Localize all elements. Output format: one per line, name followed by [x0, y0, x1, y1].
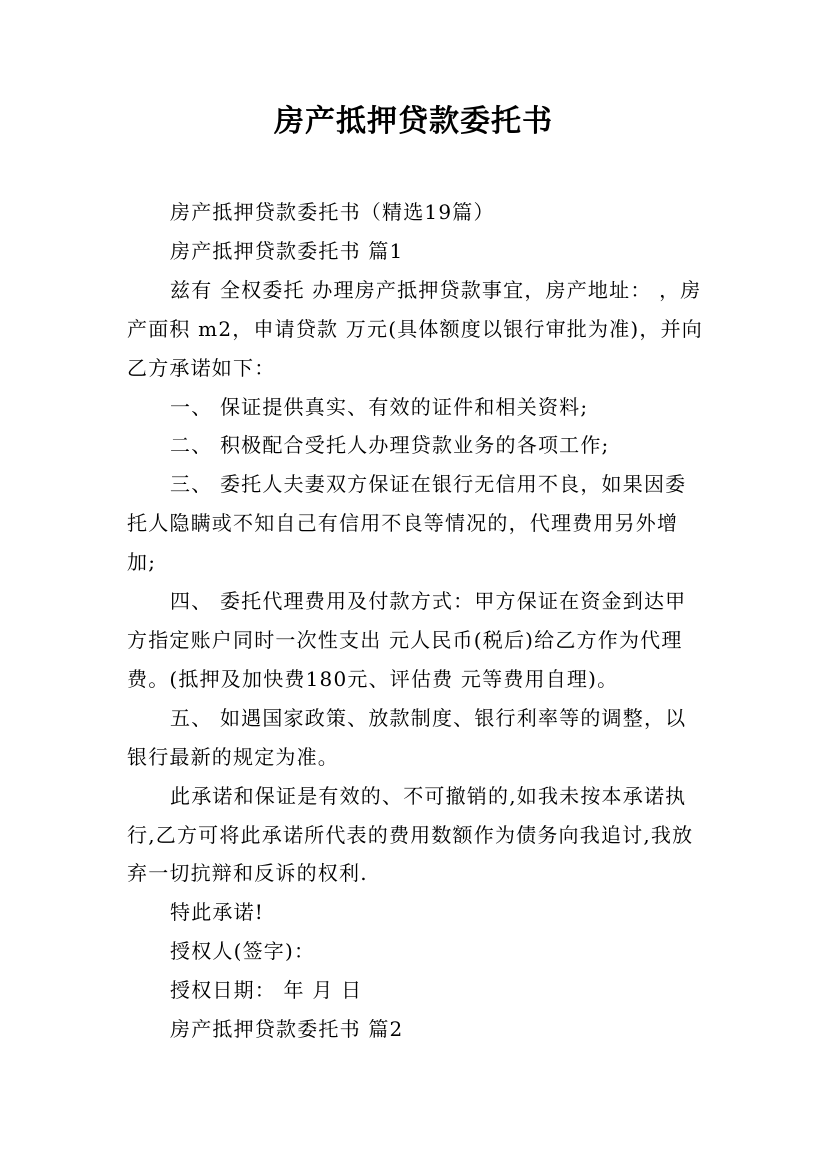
intro-paragraph: 兹有 全权委托 办理房产抵押贷款事宜，房产地址： ，房产面积 m2，申请贷款 万元(具体额度以银行审批为准)，并向乙方承诺如下：: [127, 277, 704, 380]
closing-line: 特此承诺!: [170, 900, 265, 925]
commitment-item: 三、 委托人夫妻双方保证在银行无信用不良，如果因委托人隐瞒或不知自己有信用不良等情况的，代理费用另外增加;: [127, 472, 687, 575]
document-title: 房产抵押贷款委托书: [274, 104, 553, 139]
signature-line: 授权人(签字)：: [170, 939, 316, 964]
document-subtitle: 房产抵押贷款委托书（精选19篇）: [170, 200, 495, 224]
commitment-item: 五、 如遇国家政策、放款制度、银行利率等的调整，以银行最新的规定为准。: [127, 705, 687, 769]
commitment-item: 四、 委托代理费用及付款方式：甲方保证在资金到达甲方指定账户同时一次性支出 元人民币(税后)给乙方作为代理费。(抵押及加快费180元、评估费 元等费用自理)。: [127, 589, 687, 691]
section-heading: 房产抵押贷款委托书 篇1: [170, 238, 404, 263]
commitment-item: 二、 积极配合受托人办理贷款业务的各项工作;: [170, 433, 610, 458]
section-heading: 房产抵押贷款委托书 篇2: [170, 1017, 404, 1042]
document-body: [127, 193, 707, 1049]
commitment-paragraph: 此承诺和保证是有效的、不可撤销的,如我未按本承诺执行,乙方可将此承诺所代表的费用数额作为债务向我追讨,我放弃一切抗辩和反诉的权利.: [127, 783, 694, 886]
date-line: 授权日期： 年 月 日: [170, 978, 363, 1003]
commitment-item: 一、 保证提供真实、有效的证件和相关资料;: [170, 394, 589, 419]
